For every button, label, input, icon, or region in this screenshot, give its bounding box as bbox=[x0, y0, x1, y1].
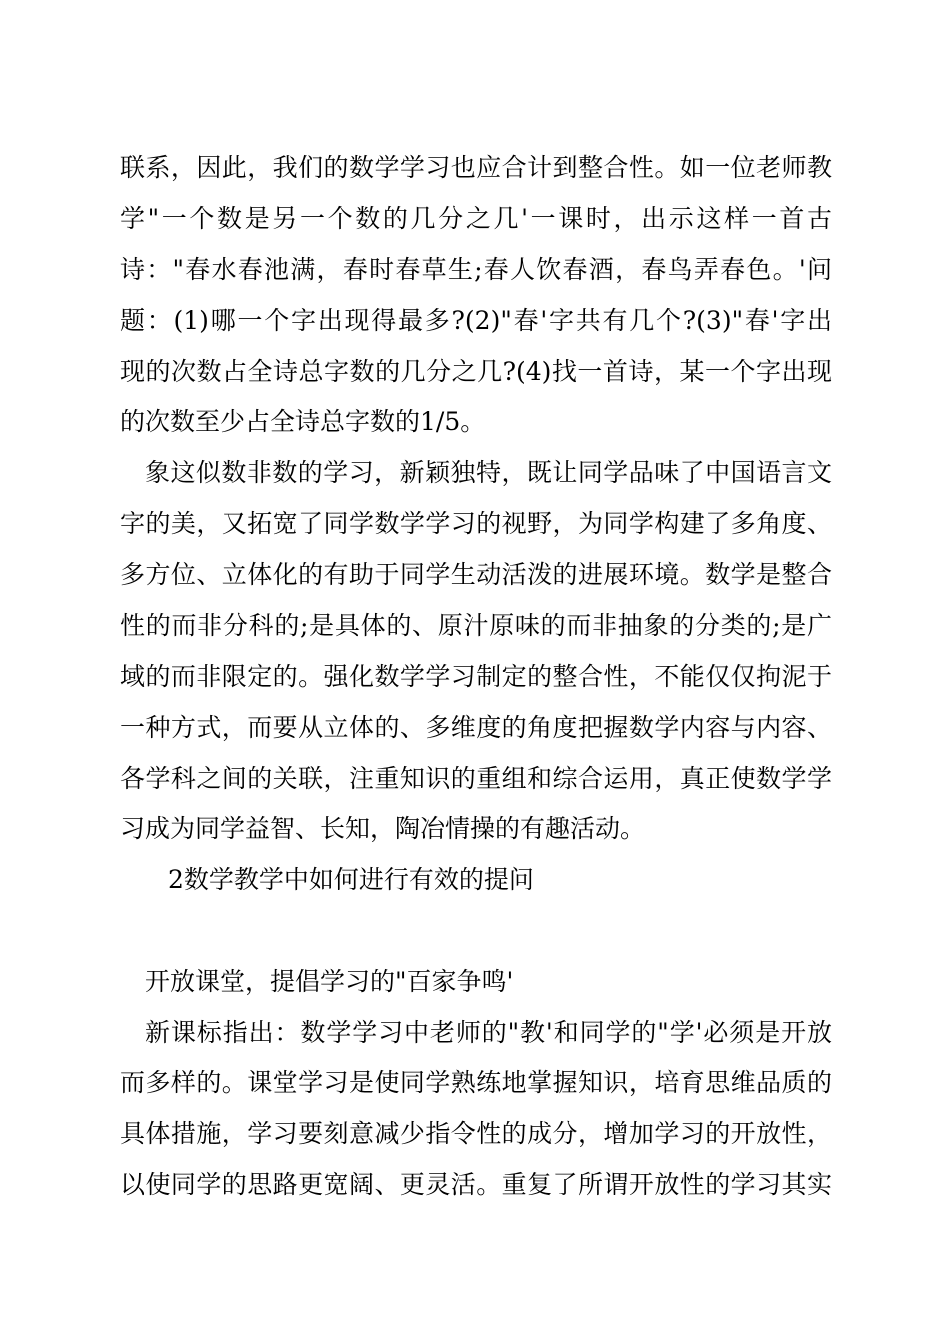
paragraph1-line-2: 学"一个数是另一个数的几分之几'一课时，出示这样一首古 bbox=[120, 204, 832, 233]
subheading: 开放课堂，提倡学习的"百家争鸣' bbox=[145, 967, 514, 996]
paragraph1-line-6: 的次数至少占全诗总字数的1/5。 bbox=[120, 407, 486, 436]
paragraph1-line-4: 题：(1)哪一个字出现得最多?(2)"春'字共有几个?(3)"春'字出 bbox=[120, 306, 832, 335]
paragraph2-line-8: 习成为同学益智、长知，陶冶情操的有趣活动。 bbox=[120, 814, 646, 843]
paragraph3-line-4: 以使同学的思路更宽阔、更灵活。重复了所谓开放性的学习其实 bbox=[120, 1170, 832, 1199]
paragraph1-line-5: 现的次数占全诗总字数的几分之几?(4)找一首诗，某一个字出现 bbox=[120, 357, 832, 386]
paragraph1-line-1: 联系，因此，我们的数学学习也应合计到整合性。如一位老师教 bbox=[120, 153, 832, 182]
paragraph3-line-3: 具体措施，学习要刻意减少指令性的成分，增加学习的开放性， bbox=[120, 1119, 832, 1148]
paragraph2-line-3: 多方位、立体化的有助于同学生动活泼的进展环境。数学是整合 bbox=[120, 560, 832, 589]
paragraph1-line-3: 诗："春水春池满，春时春草生;春人饮春酒，春鸟弄春色。'问 bbox=[120, 255, 832, 284]
paragraph2-line-1: 象这似数非数的学习，新颖独特，既让同学品味了中国语言文 bbox=[145, 458, 832, 487]
paragraph2-line-2: 字的美，又拓宽了同学数学学习的视野，为同学构建了多角度、 bbox=[120, 509, 832, 538]
paragraph2-line-6: 一种方式，而要从立体的、多维度的角度把握数学内容与内容、 bbox=[120, 713, 832, 742]
paragraph3-line-1: 新课标指出：数学学习中老师的"教'和同学的"学'必须是开放 bbox=[145, 1018, 832, 1047]
section-heading: 2数学教学中如何进行有效的提问 bbox=[168, 865, 534, 894]
paragraph3-line-2: 而多样的。课堂学习是使同学熟练地掌握知识，培育思维品质的 bbox=[120, 1068, 832, 1097]
paragraph2-line-7: 各学科之间的关联，注重知识的重组和综合运用，真正使数学学 bbox=[120, 764, 832, 793]
paragraph2-line-5: 域的而非限定的。强化数学学习制定的整合性，不能仅仅拘泥于 bbox=[120, 662, 832, 691]
paragraph2-line-4: 性的而非分科的;是具体的、原汁原味的而非抽象的分类的;是广 bbox=[120, 611, 832, 640]
